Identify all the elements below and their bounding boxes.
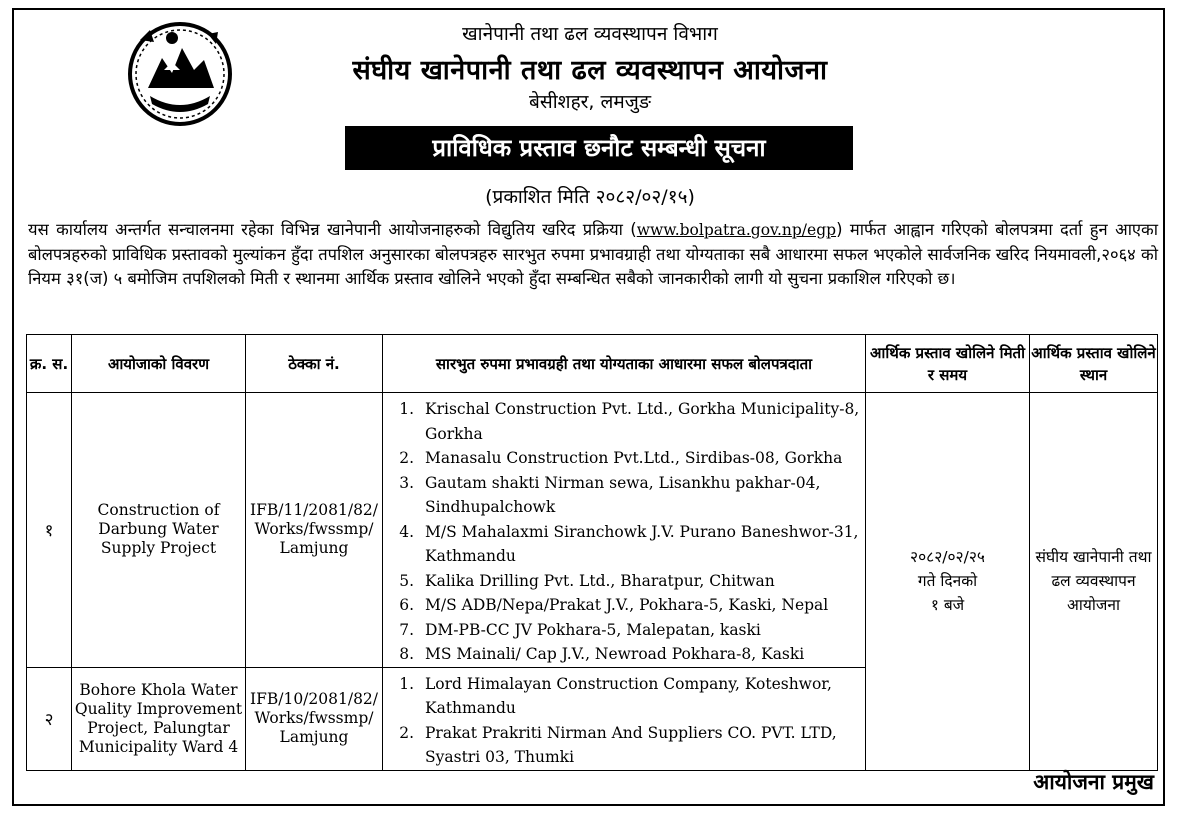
- header-bidders: सारभुत रुपमा प्रभावग्रही तथा योग्यताका आधारमा सफल बोलपत्रदाता: [383, 335, 866, 393]
- bidder-item: 2. Manasalu Construction Pvt.Ltd., Sirdibas-08, Gorkha: [419, 446, 865, 471]
- intro-text-part1: यस कार्यालय अन्तर्गत सन्चालनमा रहेका विभिन्न खानेपानी आयोजनाहरुको विद्युतिय खरिद प्रक्रिया (: [28, 220, 637, 239]
- nepal-government-emblem-icon: [120, 18, 240, 128]
- bidder-item: 1. Krischal Construction Pvt. Ltd., Gorkha Municipality-8, Gorkha: [419, 397, 865, 446]
- header-sn: क्र. स.: [27, 335, 72, 393]
- row-contract-no: IFB/10/2081/82/ Works/fwssmp/ Lamjung: [246, 667, 383, 770]
- table-row: [27, 393, 1158, 668]
- published-date: (प्रकाशित मिति २०८२/०२/१५): [485, 186, 695, 208]
- signature-title: आयोजना प्रमुख: [1033, 770, 1154, 794]
- intro-text-part2: ) मार्फत आह्वान गरिएको बोलपत्रमा दर्ता हुन आएका बोलपत्रहरुको प्राविधिक प्रस्तावको मुल्यांकन हुँदा तपशिल अनुसारका बोलपत्रहरु सारभुत रुपमा प्रभावग्राही तथा योग्यताका सबै आधारमा सफल भएकोले सार्वजनिक खरिद नियमावली,२०६४ को नियम ३१(ज) ५ बमोजिम तपशिलको मिती र स्थानमा आर्थिक प्रस्ताव खोलिने भएको हुँदा सम्बन्धित सबैको जानकारीको लागी यो सुचना प्रकाशिल गरिएको छ।: [28, 220, 1159, 288]
- department-name: खानेपानी तथा ढल व्यवस्थापन विभाग: [462, 23, 718, 45]
- row-bidders: [383, 667, 866, 770]
- row-description: Construction of Darbung Water Supply Project: [72, 393, 246, 668]
- notice-title: प्राविधिक प्रस्ताव छनौट सम्बन्धी सूचना: [345, 126, 853, 170]
- bolpatra-link[interactable]: www.bolpatra.gov.np/egp: [636, 221, 837, 239]
- bidder-item: 1. Lord Himalayan Construction Company, Koteshwor, Kathmandu: [419, 672, 865, 721]
- opening-place: संघीय खानेपानी तथा ढल व्यवस्थापन आयोजना: [1030, 393, 1158, 771]
- bidder-item: 7. DM-PB-CC JV Pokhara-5, Malepatan, kaski: [419, 618, 865, 643]
- bidder-list: [383, 672, 865, 770]
- header-opening-datetime: आर्थिक प्रस्ताव खोलिने मिती र समय: [866, 335, 1030, 393]
- header-contract-no: ठेक्का नं.: [246, 335, 383, 393]
- opening-datetime: [866, 393, 1030, 771]
- office-location: बेसीशहर, लमजुङ: [529, 91, 651, 113]
- bidder-item: 4. M/S Mahalaxmi Siranchowk J.V. Purano Baneshwor-31, Kathmandu: [419, 520, 865, 569]
- row-sn: २: [27, 667, 72, 770]
- bidder-item: 6. M/S ADB/Nepa/Prakat J.V., Pokhara-5, Kaski, Nepal: [419, 593, 865, 618]
- opening-day: गते दिनको: [917, 572, 978, 591]
- project-office-name: संघीय खानेपानी तथा ढल व्यवस्थापन आयोजना: [352, 55, 828, 86]
- row-description: Bohore Khola Water Quality Improvement Project, Palungtar Municipality Ward 4: [72, 667, 246, 770]
- opening-time: १ बजे: [930, 596, 965, 615]
- bidder-item: 2. Prakat Prakriti Nirman And Suppliers CO. PVT. LTD, Syastri 03, Thumki: [419, 721, 865, 770]
- opening-date: २०८२/०२/२५: [910, 548, 985, 567]
- header-opening-place: आर्थिक प्रस्ताव खोलिने स्थान: [1030, 335, 1158, 393]
- bidder-item: 3. Gautam shakti Nirman sewa, Lisankhu pakhar-04, Sindhupalchowk: [419, 471, 865, 520]
- row-bidders: [383, 393, 866, 668]
- header-description: आयोजाको विवरण: [72, 335, 246, 393]
- intro-paragraph: [28, 218, 1158, 292]
- row-sn: १: [27, 393, 72, 668]
- bidders-table: [26, 334, 1158, 771]
- bidder-item: 5. Kalika Drilling Pvt. Ltd., Bharatpur, Chitwan: [419, 569, 865, 594]
- table-header-row: [27, 335, 1158, 393]
- row-contract-no: IFB/11/2081/82/ Works/fwssmp/ Lamjung: [246, 393, 383, 668]
- bidder-list: [383, 397, 865, 667]
- bidder-item: 8. MS Mainali/ Cap J.V., Newroad Pokhara-8, Kaski: [419, 642, 865, 667]
